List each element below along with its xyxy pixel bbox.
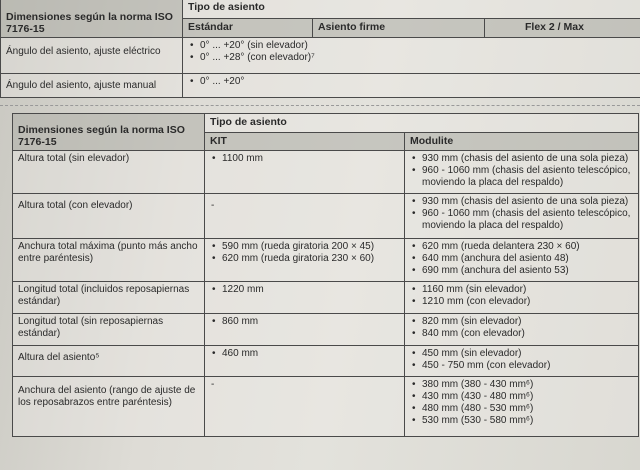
value-item: • 0° ... +20° [188, 76, 635, 88]
modulite-value [405, 194, 639, 239]
row-label: Altura total (con elevador) [13, 194, 205, 239]
seat-angle-table [0, 0, 640, 98]
row-label: Altura del asiento⁵ [13, 346, 205, 377]
kit-value [205, 151, 405, 194]
modulite-value [405, 282, 639, 314]
row-label: Longitud total (sin reposapiernas estándar) [13, 314, 205, 346]
group-header-seat-type: Tipo de asiento [205, 114, 639, 133]
row-label: Altura total (sin elevador) [13, 151, 205, 194]
value-item: • 380 mm (380 - 430 mm⁶) [410, 379, 633, 391]
sub-header-modulite: Modulite [405, 132, 639, 151]
sub-header-standard: Estándar [183, 18, 313, 38]
value-item: • 460 mm [210, 348, 399, 360]
kit-value: - [205, 377, 405, 437]
row-label: Ángulo del asiento, ajuste manual [1, 74, 183, 98]
value-item: • 690 mm (anchura del asiento 53) [410, 265, 633, 277]
row-label: Ángulo del asiento, ajuste eléctrico [1, 38, 183, 74]
value-item: • 1100 mm [210, 153, 399, 165]
sub-header-flex: Flex 2 / Max [485, 18, 640, 38]
col-header-dimensions: Dimensiones según la norma ISO 7176-15 [1, 0, 183, 38]
kit-value: - [205, 194, 405, 239]
value-item: • 840 mm (con elevador) [410, 328, 633, 340]
col-header-dimensions: Dimensiones según la norma ISO 7176-15 [13, 114, 205, 151]
value-item: • 640 mm (anchura del asiento 48) [410, 253, 633, 265]
kit-value [205, 346, 405, 377]
dimensions-table [12, 113, 639, 437]
value-item: • 1160 mm (sin elevador) [410, 284, 633, 296]
value-item: • 530 mm (530 - 580 mm⁶) [410, 415, 633, 427]
value-item: • 480 mm (480 - 530 mm⁶) [410, 403, 633, 415]
value-item: • 960 - 1060 mm (chasis del asiento telescópico, moviendo la placa del respaldo) [410, 165, 633, 189]
modulite-value [405, 239, 639, 282]
kit-value [205, 282, 405, 314]
kit-value [205, 314, 405, 346]
value-item: • 960 - 1060 mm (chasis del asiento telescópico, moviendo la placa del respaldo) [410, 208, 633, 232]
modulite-value [405, 314, 639, 346]
value-item: • 930 mm (chasis del asiento de una sola pieza) [410, 196, 633, 208]
value-item: • 0° ... +28° (con elevador)⁷ [188, 52, 635, 64]
group-header-seat-type: Tipo de asiento [183, 0, 640, 18]
row-label: Anchura del asiento (rango de ajuste de los reposabrazos entre paréntesis) [13, 377, 205, 437]
value-item: • 820 mm (sin elevador) [410, 316, 633, 328]
value-item: • 0° ... +20° (sin elevador) [188, 40, 635, 52]
sub-header-kit: KIT [205, 132, 405, 151]
row-values [183, 74, 640, 98]
modulite-value [405, 151, 639, 194]
value-item: • 860 mm [210, 316, 399, 328]
divider [0, 105, 640, 107]
value-item: • 620 mm (rueda delantera 230 × 60) [410, 241, 633, 253]
value-item: • 930 mm (chasis del asiento de una sola pieza) [410, 153, 633, 165]
value-item: • 590 mm (rueda giratoria 200 × 45) [210, 241, 399, 253]
value-item: • 450 - 750 mm (con elevador) [410, 360, 633, 372]
value-item: • 1220 mm [210, 284, 399, 296]
row-values [183, 38, 640, 74]
sub-header-firm-seat: Asiento firme [313, 18, 485, 38]
row-label: Anchura total máxima (punto más ancho entre paréntesis) [13, 239, 205, 282]
value-item: • 430 mm (430 - 480 mm⁶) [410, 391, 633, 403]
kit-value [205, 239, 405, 282]
value-item: • 450 mm (sin elevador) [410, 348, 633, 360]
value-item: • 620 mm (rueda giratoria 230 × 60) [210, 253, 399, 265]
modulite-value [405, 346, 639, 377]
value-item: • 1210 mm (con elevador) [410, 296, 633, 308]
row-label: Longitud total (incluidos reposapiernas estándar) [13, 282, 205, 314]
modulite-value [405, 377, 639, 437]
